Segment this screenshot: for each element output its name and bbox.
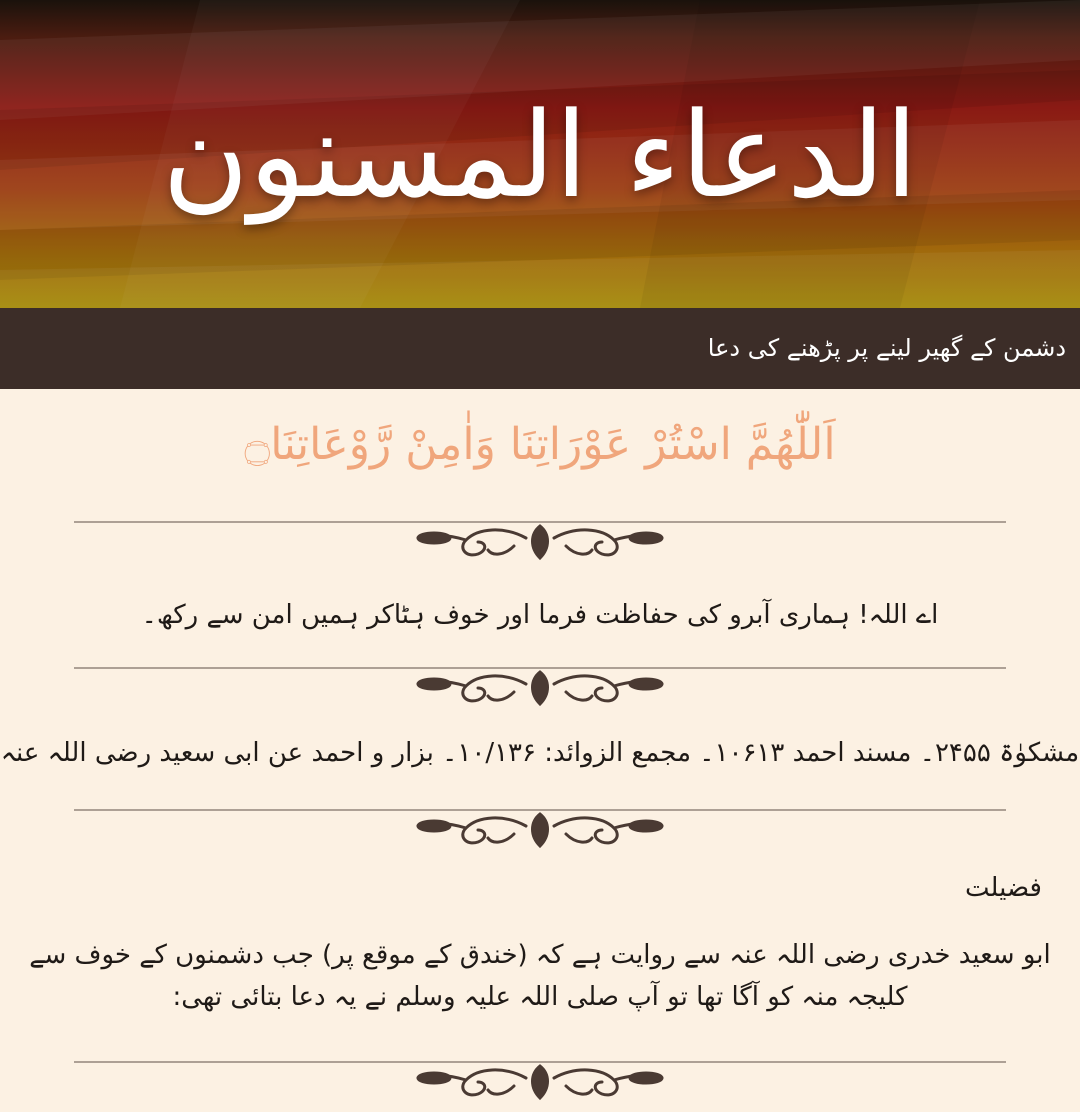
- header-title: الدعاء المسنون: [162, 86, 918, 224]
- subtitle-bar: [0, 308, 1080, 389]
- dua-reference: مشکوٰۃ ۲۴۵۵۔ مسند احمد ۱۰۶۱۳۔ مجمع الزوائد: ۱۰/۱۳۶۔ بزار و احمد عن ابی سعید رضی اللہ عنہ: [0, 738, 1080, 768]
- virtue-heading: فضیلت: [965, 873, 1042, 903]
- subtitle-text: دشمن کے گھیر لینے پر پڑھنے کی دعا: [707, 334, 1066, 362]
- ornamental-divider-icon: [74, 512, 1006, 564]
- ornamental-divider-icon: [74, 1052, 1006, 1104]
- header-banner: [0, 0, 1080, 308]
- virtue-text: ابو سعید خدری رضی اللہ عنہ سے روایت ہے کہ (خندق کے موقع پر) جب دشمنوں کے خوف سے کلیجہ منہ کو آگا تھا تو آپ صلی اللہ علیہ وسلم نے یہ دعا بتائی تھی:: [29, 940, 1051, 1012]
- dua-translation: اے اللہ! ہماری آبرو کی حفاظت فرما اور خوف ہٹاکر ہمیں امن سے رکھ۔: [141, 600, 939, 630]
- ornamental-divider-icon: [74, 800, 1006, 852]
- arabic-dua-text: اَللّٰھُمَّ اسْتُرْ عَوْرَاتِنَا وَاٰمِنْ رَّوْعَاتِنَا۝: [244, 419, 836, 470]
- ornamental-divider-icon: [74, 658, 1006, 710]
